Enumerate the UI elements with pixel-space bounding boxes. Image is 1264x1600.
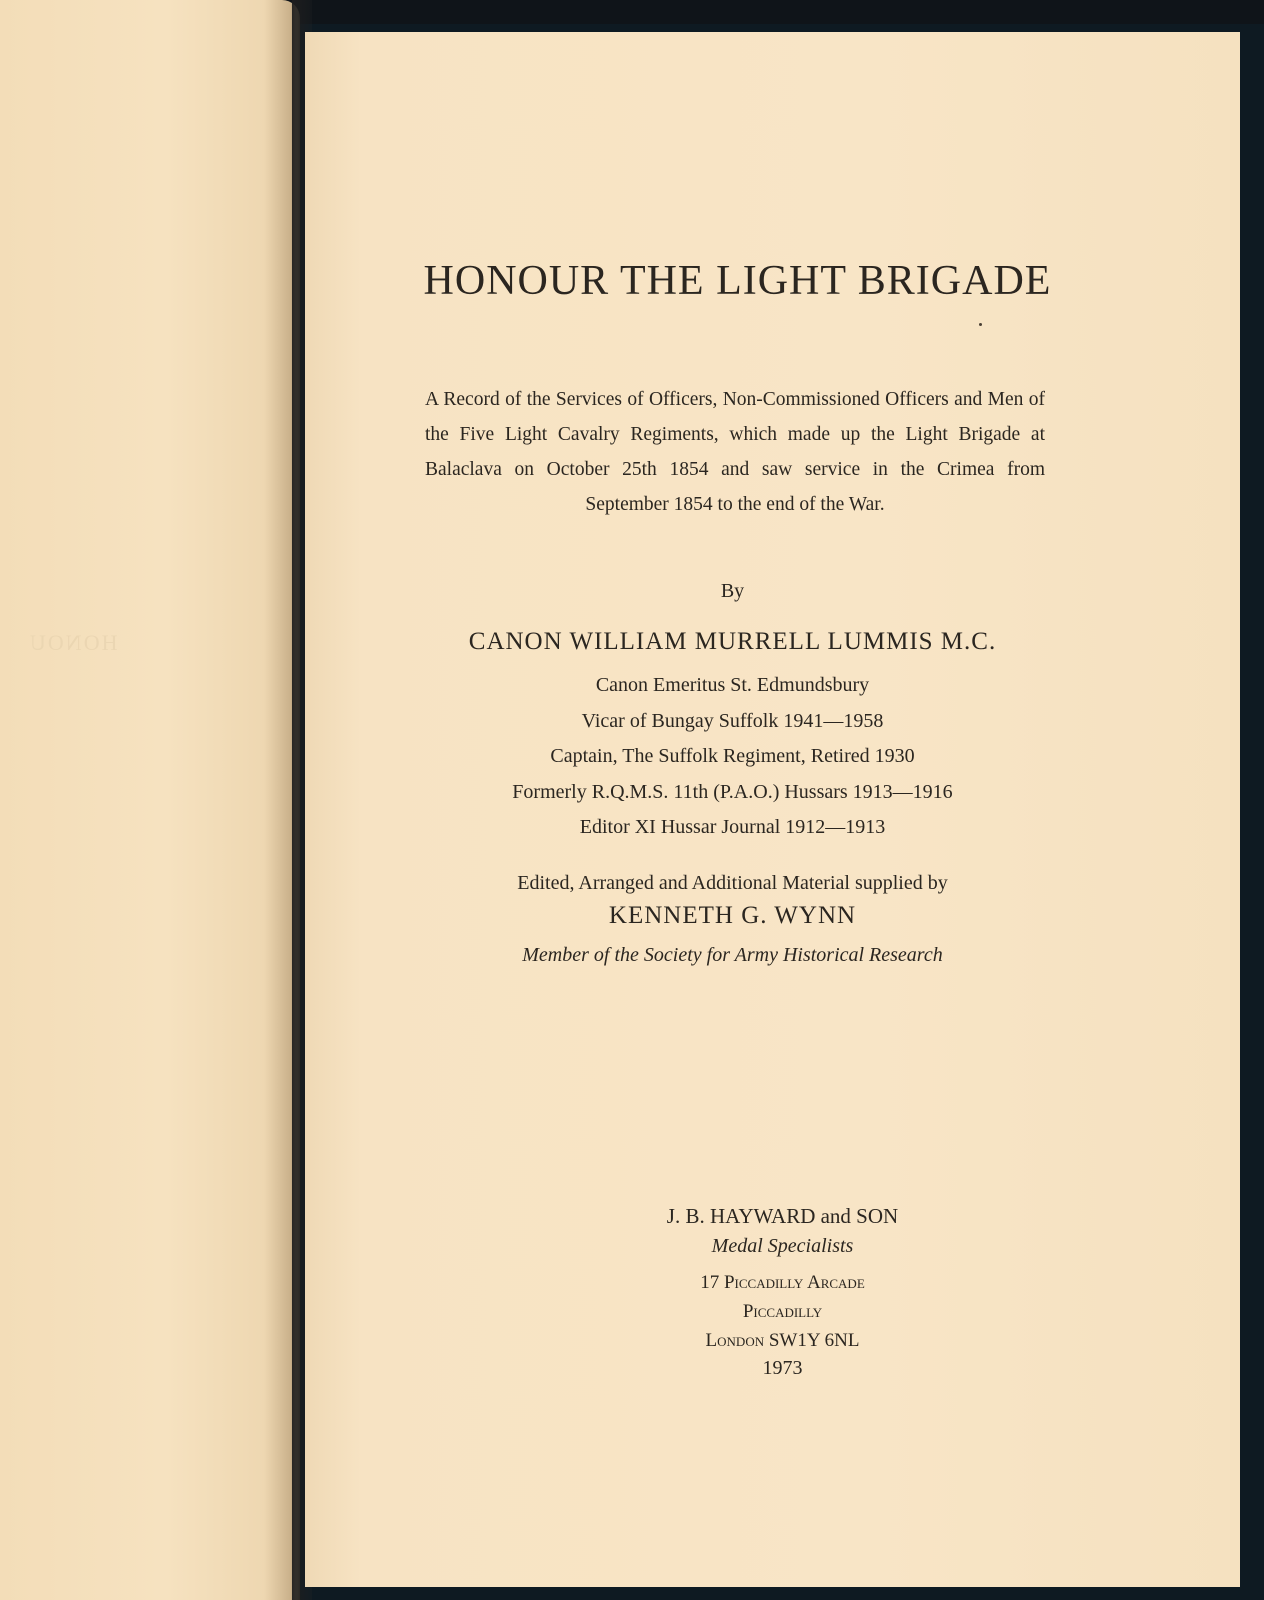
book-title: HONOUR THE LIGHT BRIGADE — [423, 258, 1052, 304]
publisher-address — [395, 1268, 1170, 1355]
address-line: London SW1Y 6NL — [705, 1330, 860, 1351]
editor-affiliation: Member of the Society for Army Historical Research — [522, 944, 943, 966]
ink-speck — [979, 323, 982, 326]
publisher-tagline: Medal Specialists — [711, 1235, 854, 1257]
title-page — [305, 32, 1240, 1587]
author-credentials — [345, 668, 1120, 846]
by-line: By — [720, 580, 745, 602]
address-line: Piccadilly — [742, 1301, 823, 1322]
credential-line: Canon Emeritus St. Edmundsbury — [595, 674, 870, 696]
left-page — [0, 0, 300, 1600]
publisher-name: J. B. HAYWARD and SON — [666, 1204, 899, 1228]
book-description: A Record of the Services of Officers, Non-Commissioned Officers and Men of the Five Light Cavalry Regiments, which made up the Light Brigade at Balaclava on October 25th 1854 and saw service in the Crimea from September 1854 to the end of the War. — [425, 389, 1045, 515]
bleed-through-text: HONOU — [28, 630, 118, 655]
author-name: CANON WILLIAM MURRELL LUMMIS M.C. — [468, 628, 997, 655]
credential-line: Editor XI Hussar Journal 1912—1913 — [579, 816, 886, 838]
credential-line: Vicar of Bungay Suffolk 1941—1958 — [581, 709, 884, 732]
address-line: 17 Piccadilly Arcade — [700, 1272, 865, 1293]
credential-line: Formerly R.Q.M.S. 11th (P.A.O.) Hussars 1913—1916 — [512, 780, 953, 803]
edited-by-line: Edited, Arranged and Additional Material supplied by — [517, 872, 948, 894]
publication-year: 1973 — [762, 1357, 803, 1379]
credential-line: Captain, The Suffolk Regiment, Retired 1930 — [550, 745, 915, 767]
editor-name: KENNETH G. WYNN — [608, 902, 857, 929]
